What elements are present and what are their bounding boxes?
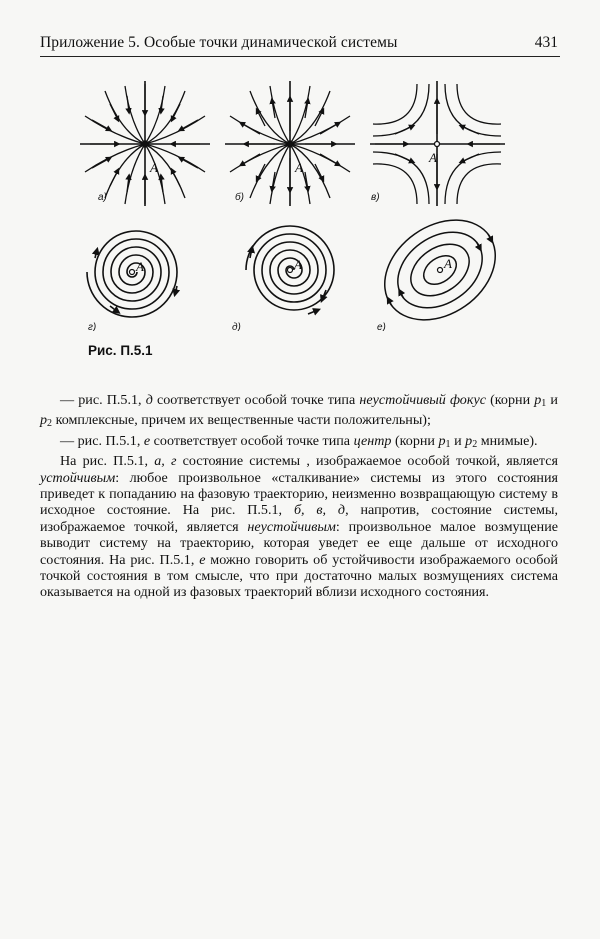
panel-f-label: е) <box>377 322 386 331</box>
paragraph-center: — рис. П.5.1, е соответствует особой точке типа центр (корни $p_1$ и $p_2$ мнимые). <box>60 432 538 450</box>
panel-b-unstable-node <box>225 81 355 206</box>
figure-caption: Рис. П.5.1 <box>88 343 153 358</box>
panel-f-point-label: A <box>444 256 452 271</box>
paragraph-unstable-focus: — рис. П.5.1, д соответствует особой точке типа неустойчивый фокус (корни $p_1$ и $p_2$ комплексные, причем их вещественные части положительны); <box>40 392 558 430</box>
header-title: Приложение 5. Особые точки динамической системы <box>40 34 398 51</box>
panel-b-label: б) <box>235 192 244 203</box>
panel-e-point-label: A <box>294 257 302 272</box>
panel-d-stable-focus <box>87 231 177 331</box>
panel-d-point-label: A <box>136 259 144 274</box>
panel-a-stable-node <box>80 81 210 206</box>
paragraph-stability: На рис. П.5.1, а, г состояние системы , изображаемое особой точкой, является устойчивым: любое произвольное «сталкивание» системы из этого состояния приведет к попаданию на фазовую траекторию, неизменно возвращающую систему в исходное состояние. На рис. П.5.1, б, в, д, напротив, состояние системы, изображаемое точкой, является неустойчивым: произвольное малое возмущение выводит систему на траекторию, которая уведет ее еще дальше от исходного состояния. На рис. П.5.1, е можно говорить об устойчивости изображаемого особой точкой состояния в том смысле, что при достаточно малых возмущениях система оказывается на одной из фазовых траекторий вблизи исходного состояния. <box>40 453 558 601</box>
panel-a-point-label: A <box>150 160 158 175</box>
panel-c-label: в) <box>371 192 380 203</box>
running-header <box>40 34 560 57</box>
panel-d-label: г) <box>88 322 97 331</box>
panel-e-label: д) <box>232 322 241 331</box>
phase-portraits-figure <box>70 76 510 331</box>
page-number: 431 <box>534 34 558 51</box>
panel-e-unstable-focus <box>232 226 334 331</box>
panel-f-center <box>366 200 510 331</box>
panel-b-point-label: A <box>295 160 303 175</box>
panel-c-saddle <box>370 81 505 206</box>
panel-a-label: а) <box>98 192 107 203</box>
panel-c-point-label: A <box>429 150 437 165</box>
body-text <box>40 392 558 601</box>
